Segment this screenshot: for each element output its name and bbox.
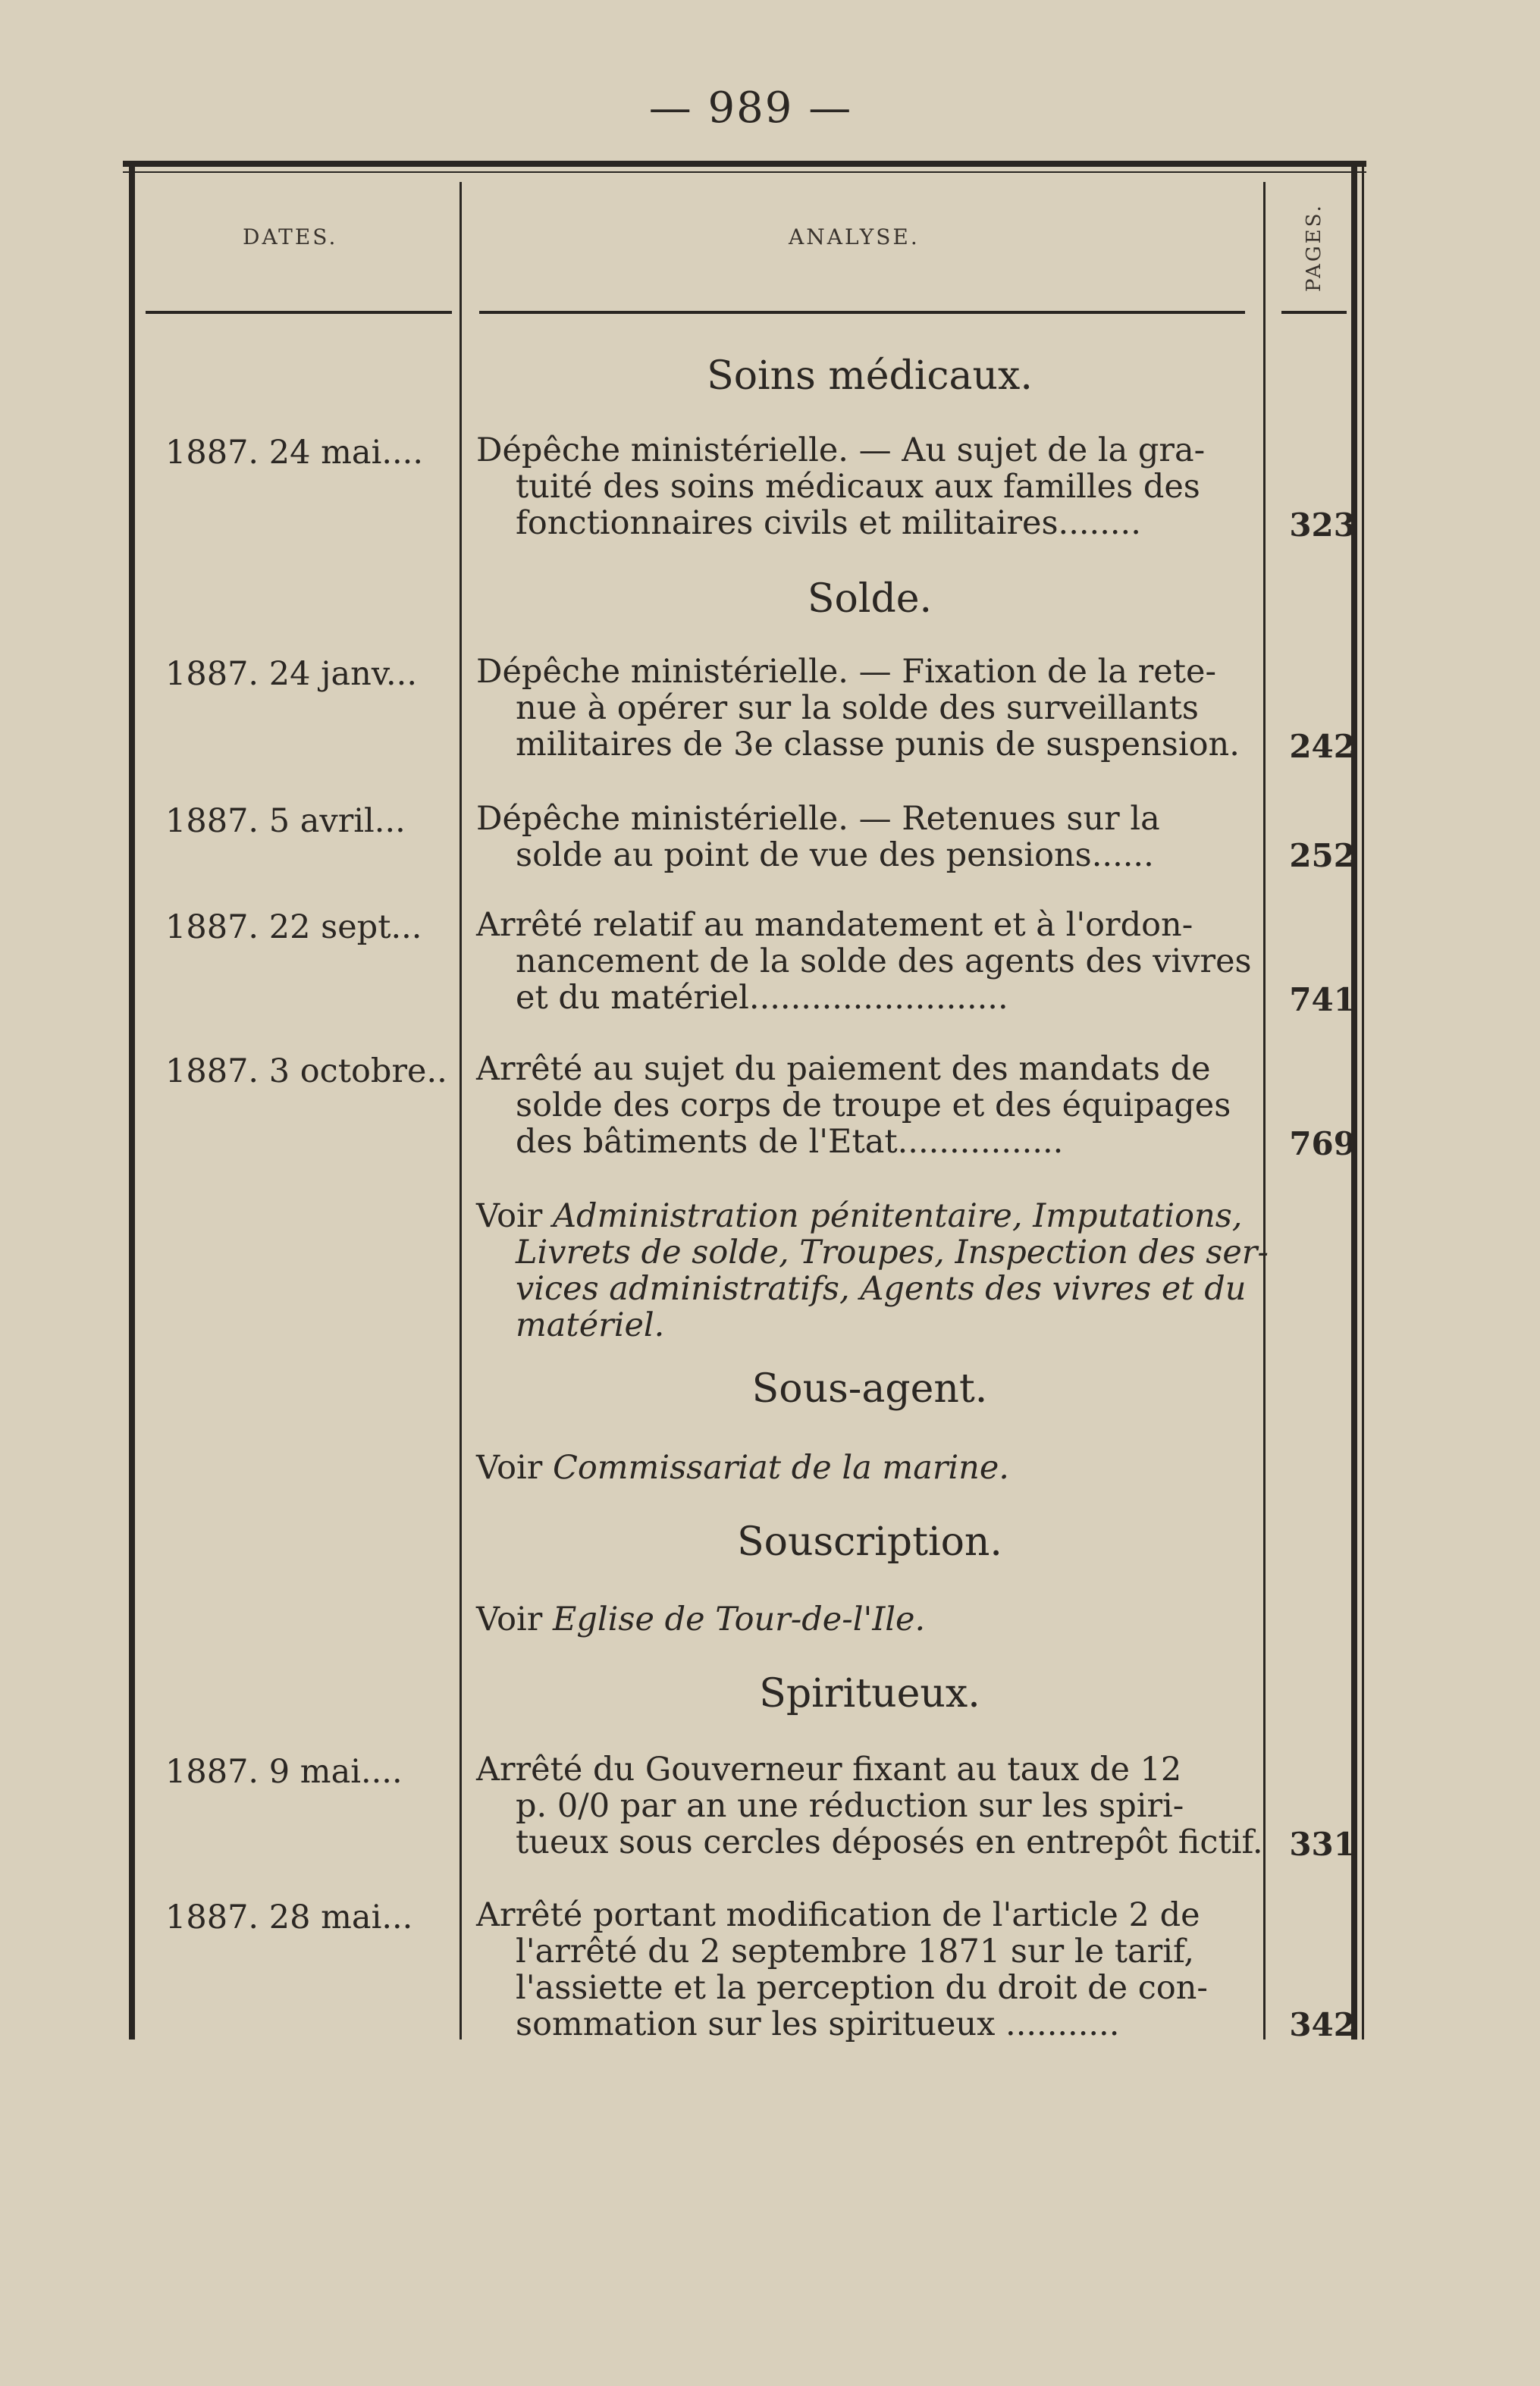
entry-page-ref: 252 [1289, 837, 1356, 874]
entry-line: p. 0/0 par an une réduction sur les spiri- [516, 1787, 1184, 1825]
entry-date: 1887. 3 octobre.. [165, 1052, 447, 1090]
see-also-line: vices administratifs, Agents des vivres et du [516, 1270, 1247, 1308]
entry-line: tuité des soins médicaux aux familles des [516, 468, 1200, 506]
see-also-prefix: Voir [476, 1197, 543, 1235]
entry-line: nancement de la solde des agents des vivres [516, 942, 1252, 980]
entry-line: tueux sous cercles déposés en entrepôt fictif. [516, 1823, 1263, 1861]
column-divider-analyse [1263, 182, 1266, 2040]
entry-line: l'arrêté du 2 septembre 1871 sur le tarif, [516, 1933, 1195, 1971]
section-title-souscription: Souscription. [737, 1519, 1002, 1565]
section-title-solde: Solde. [807, 576, 933, 622]
see-also-prefix: Voir [476, 1449, 543, 1487]
entry-line: sommation sur les spiritueux ........... [516, 2005, 1120, 2043]
entry-analyse [476, 801, 1257, 873]
section-title-sous-agent: Sous-agent. [751, 1366, 988, 1412]
entry-page-ref: 242 [1289, 728, 1356, 765]
column-divider-dates [459, 182, 462, 2040]
entry-line: Arrêté au sujet du paiement des mandats de [476, 1050, 1211, 1088]
entry-analyse [476, 1897, 1257, 2043]
table-top-rule [123, 161, 1366, 167]
entry-date: 1887. 24 janv... [165, 655, 418, 693]
entry-line: fonctionnaires civils et militaires........ [516, 504, 1141, 542]
entry-line: militaires de 3e classe punis de suspension. [516, 726, 1240, 763]
see-also-line: Eglise de Tour-de-l'Ile. [552, 1601, 926, 1638]
entry-date: 1887. 28 mai... [165, 1898, 413, 1936]
entry-page-ref: 331 [1289, 1826, 1356, 1863]
header-analyse: ANALYSE. [789, 224, 920, 249]
see-also-line: matériel. [516, 1306, 665, 1344]
header-rule-pages [1281, 311, 1347, 314]
entry-analyse [476, 1751, 1263, 1861]
entry-line: Arrêté du Gouverneur fixant au taux de 12 [476, 1751, 1182, 1789]
see-also-prefix: Voir [476, 1601, 543, 1638]
entry-analyse [476, 1051, 1257, 1160]
entry-page-ref: 342 [1289, 2006, 1356, 2043]
entry-line: et du matériel......................... [516, 979, 1008, 1017]
table-right-border [1351, 167, 1357, 2040]
entry-line: Arrêté relatif au mandatement et à l'ordon- [476, 906, 1193, 944]
entry-line: solde au point de vue des pensions...... [516, 836, 1154, 874]
entry-date: 1887. 22 sept... [165, 908, 422, 946]
entry-page-ref: 741 [1289, 981, 1356, 1018]
table-right-border-outer [1362, 167, 1364, 2040]
entry-analyse [476, 654, 1257, 763]
see-also-sous-agent [476, 1450, 1257, 1486]
entry-date: 1887. 9 mai.... [165, 1753, 403, 1791]
entry-line: des bâtiments de l'Etat................ [516, 1123, 1064, 1161]
entry-page-ref: 769 [1289, 1125, 1356, 1162]
entry-analyse [476, 907, 1257, 1016]
see-also-line: Livrets de solde, Troupes, Inspection des ser- [516, 1234, 1269, 1271]
page-number: — 989 — [648, 83, 853, 133]
entry-line: l'assiette et la perception du droit de con- [516, 1969, 1208, 2007]
entry-line: nue à opérer sur la solde des surveillants [516, 689, 1199, 727]
header-rule-analyse [479, 311, 1245, 314]
see-also-solde [476, 1197, 1269, 1344]
header-pages: PAGES. [1303, 203, 1325, 292]
entry-line: solde des corps de troupe et des équipages [516, 1086, 1231, 1124]
see-also-line: Commissariat de la marine. [552, 1449, 1009, 1487]
entry-line: Dépêche ministérielle. — Au sujet de la gra- [476, 431, 1206, 469]
see-also-line: Administration pénitentaire, Imputations, [552, 1197, 1243, 1235]
entry-date: 1887. 24 mai.... [165, 434, 423, 472]
entry-analyse [476, 432, 1257, 541]
section-title-spiritueux: Spiritueux. [759, 1671, 980, 1717]
entry-date: 1887. 5 avril... [165, 802, 406, 840]
header-dates: DATES. [243, 224, 338, 249]
see-also-souscription [476, 1601, 1257, 1638]
header-rule-dates [146, 311, 452, 314]
section-title-soins-medicaux: Soins médicaux. [707, 353, 1033, 399]
entry-line: Dépêche ministérielle. — Fixation de la rete- [476, 653, 1216, 691]
entry-line: Dépêche ministérielle. — Retenues sur la [476, 800, 1160, 838]
entry-line: Arrêté portant modification de l'article 2 de [476, 1896, 1200, 1934]
entry-page-ref: 323 [1289, 506, 1356, 544]
table-left-border [129, 167, 135, 2040]
table-top-rule-thin [123, 171, 1366, 173]
